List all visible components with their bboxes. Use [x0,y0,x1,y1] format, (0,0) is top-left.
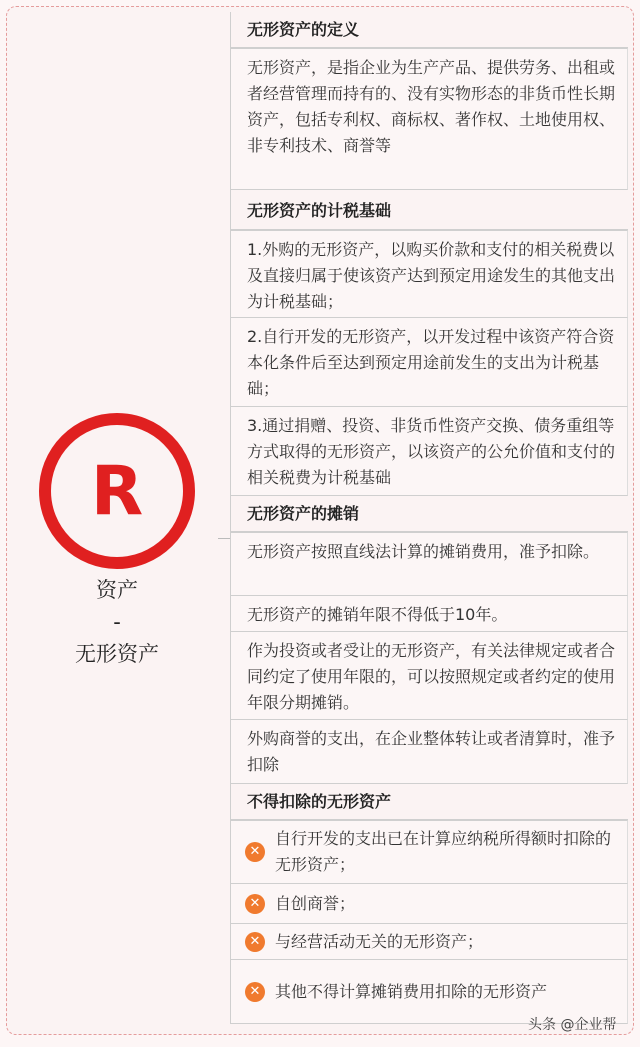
amortization-item-4: 外购商誉的支出，在企业整体转让或者清算时，准予扣除 [230,720,628,784]
tax-basis-item-3: 3.通过捐赠、投资、非货币性资产交换、债务重组等方式取得的无形资产，以该资产的公允价值和支付的相关税费为计税基础 [230,407,628,496]
tax-basis-item-2: 2.自行开发的无形资产，以开发过程中该资产符合资本化条件后至达到预定用途前发生的支出为计税基础； [230,318,628,407]
section-definition-title: 无形资产的定义 [230,12,628,48]
tax-basis-item-1: 1.外购的无形资产，以购买价款和支付的相关税费以及直接归属于使该资产达到预定用途发生的其他支出为计税基础； [230,230,628,318]
root-node [34,408,200,670]
non-deductible-item-text: 与经营活动无关的无形资产； [275,931,484,951]
definition-item: 无形资产，是指企业为生产产品、提供劳务、出租或者经营管理而持有的、没有实物形态的非货币性长期资产，包括专利权、商标权、著作权、土地使用权、非专利技术、商誉等 [230,48,628,190]
branches [230,12,628,1024]
non-deductible-item-2 [230,884,628,924]
watermark: 头条 @企业帮 [528,1017,617,1033]
root-label-line2: - [113,610,121,634]
amortization-item-2: 无形资产的摊销年限不得低于10年。 [230,596,628,632]
section-tax-basis-title: 无形资产的计税基础 [230,190,628,230]
root-connector [218,538,230,539]
root-label-line3: 无形资产 [75,642,159,666]
non-deductible-item-text: 其他不得计算摊销费用扣除的无形资产 [275,981,548,1001]
registered-trademark-icon [34,408,200,574]
root-label-line1: 资产 [96,578,138,602]
non-deductible-item-text: 自创商誉； [275,893,356,913]
close-circle-icon: ✕ [245,932,265,952]
non-deductible-item-1 [230,820,628,884]
close-circle-icon: ✕ [245,894,265,914]
close-circle-icon: ✕ [245,842,265,862]
amortization-item-3: 作为投资或者受让的无形资产，有关法律规定或者合同约定了使用年限的，可以按照规定或者约定的使用年限分期摊销。 [230,632,628,720]
amortization-item-1: 无形资产按照直线法计算的摊销费用，准予扣除。 [230,532,628,596]
close-circle-icon: ✕ [245,982,265,1002]
section-non-deductible-title: 不得扣除的无形资产 [230,784,628,820]
non-deductible-item-3 [230,924,628,960]
non-deductible-item-text: 自行开发的支出已在计算应纳税所得额时扣除的无形资产； [275,829,612,874]
logo-letter: R [90,452,144,531]
section-amortization-title: 无形资产的摊销 [230,496,628,532]
